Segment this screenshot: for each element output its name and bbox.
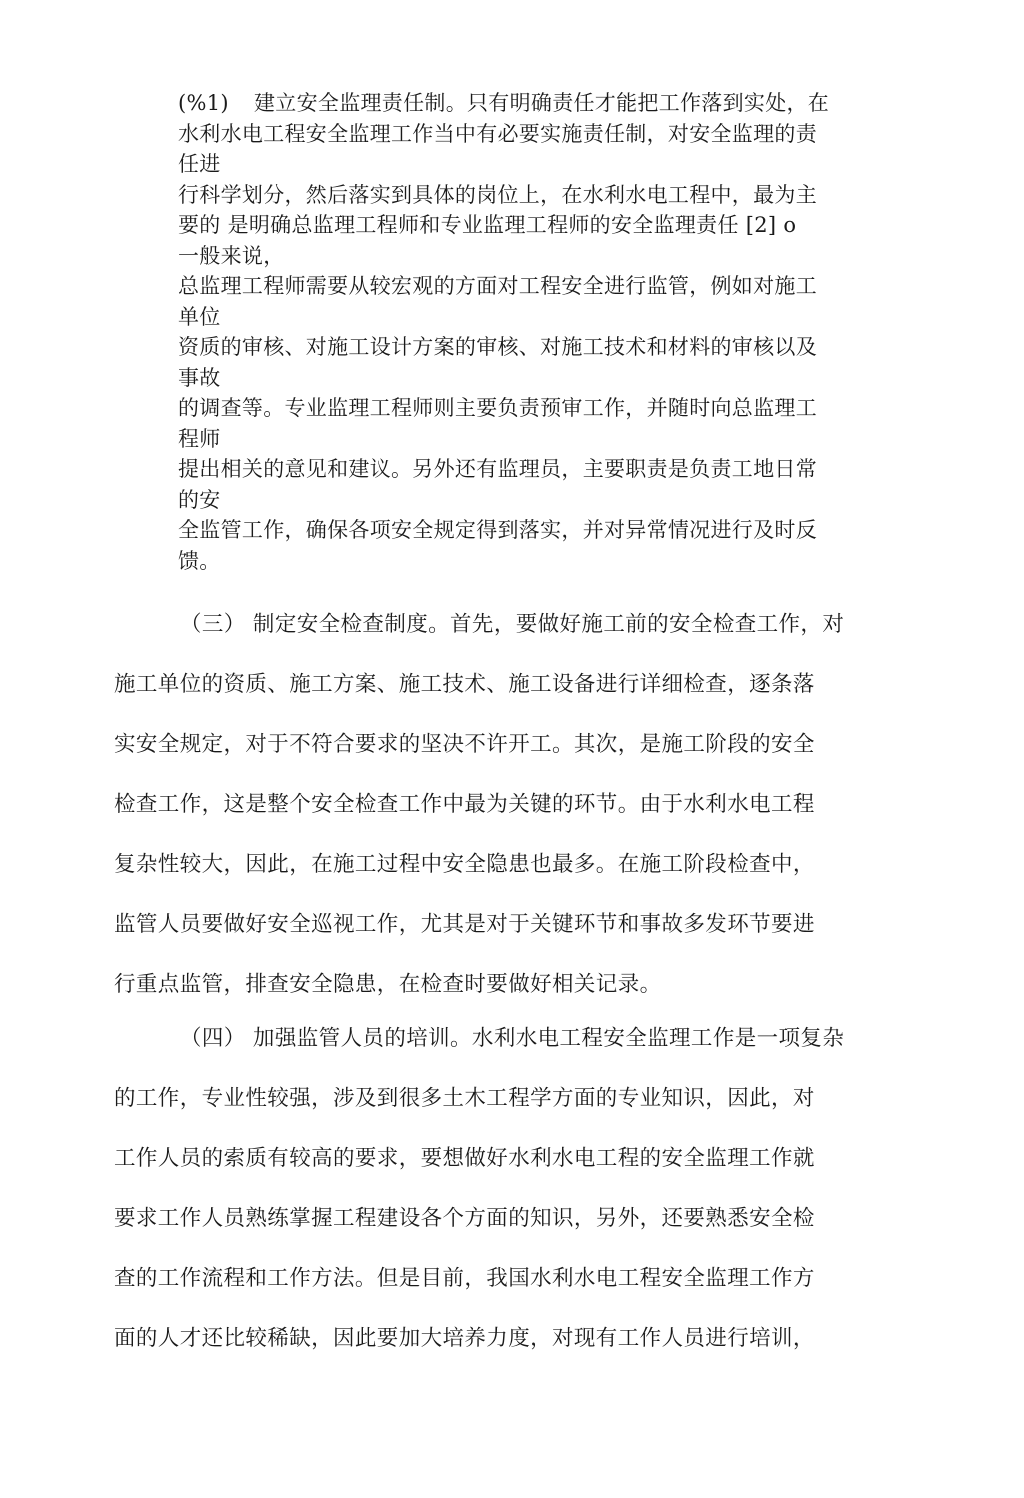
text-line: 水利水电工程安全监理工作当中有必要实施责任制，对安全监理的责 bbox=[178, 121, 817, 146]
text-line: 检查工作，这是整个安全检查工作中最为关键的环节。由于水利水电工程 bbox=[114, 792, 815, 817]
text-line: 查的工作流程和工作方法。但是目前，我国水利水电工程安全监理工作方 bbox=[114, 1266, 815, 1291]
text-line: 单位 bbox=[178, 304, 221, 329]
text-line: (%1) 建立安全监理责任制。只有明确责任才能把工作落到实处，在 bbox=[178, 88, 898, 119]
text-line: 全监管工作，确保各项安全规定得到落实，并对异常情况进行及时反 bbox=[178, 518, 817, 542]
text-line: 实安全规定，对于不符合要求的坚决不许开工。其次，是施工阶段的安全 bbox=[114, 732, 815, 757]
section-safety-responsibility bbox=[178, 88, 898, 576]
text-line: 面的人才还比较稀缺，因此要加大培养力度，对现有工作人员进行培训， bbox=[114, 1326, 815, 1351]
text-line: 施工单位的资质、施工方案、施工技术、施工设备进行详细检查，逐条落 bbox=[114, 672, 815, 697]
item-marker: (%1) bbox=[178, 91, 229, 115]
text-line: 的安 bbox=[178, 487, 221, 512]
text-line: 行重点监管，排查安全隐患，在检查时要做好相关记录。 bbox=[114, 972, 662, 997]
text-line: 一般来说， bbox=[178, 243, 285, 268]
text-line: 监管人员要做好安全巡视工作，尤其是对于关键环节和事故多发环节要进 bbox=[114, 912, 815, 937]
text-line: 事故 bbox=[178, 365, 221, 390]
text-line: 复杂性较大，因此，在施工过程中安全隐患也最多。在施工阶段检查中， bbox=[114, 852, 815, 877]
section-safety-inspection bbox=[114, 610, 894, 1030]
text-line: 任进 bbox=[178, 152, 221, 176]
text-line: 总监理工程师需要从较宏观的方面对工程安全进行监管，例如对施工 bbox=[178, 274, 817, 298]
paragraph-first-line: （四） 加强监管人员的培训。水利水电工程安全监理工作是一项复杂 bbox=[180, 1026, 845, 1051]
text-line: 馈。 bbox=[178, 548, 221, 573]
text-line: 行科学划分，然后落实到具体的岗位上，在水利水电工程中，最为主 bbox=[178, 182, 817, 207]
text-line: 的调查等。专业监理工程师则主要负责预审工作，并随时向总监理工 bbox=[178, 396, 817, 420]
text-line: 要求工作人员熟练掌握工程建设各个方面的知识，另外，还要熟悉安全检 bbox=[114, 1206, 815, 1231]
text-line: 的工作，专业性较强，涉及到很多土木工程学方面的专业知识，因此，对 bbox=[114, 1086, 815, 1111]
text-line: 程师 bbox=[178, 426, 221, 451]
text-line: 工作人员的索质有较高的要求，要想做好水利水电工程的安全监理工作就 bbox=[114, 1146, 815, 1171]
paragraph-first-line: （三） 制定安全检查制度。首先，要做好施工前的安全检查工作，对 bbox=[180, 612, 845, 637]
section-staff-training bbox=[114, 1024, 894, 1384]
text-line: 资质的审核、对施工设计方案的审核、对施工技术和材料的审核以及 bbox=[178, 335, 817, 359]
text-line: 提出相关的意见和建议。另外还有监理员，主要职责是负责工地日常 bbox=[178, 457, 817, 481]
text-line: 要的 是明确总监理工程师和专业监理工程师的安全监理责任 [2] o bbox=[178, 213, 797, 237]
